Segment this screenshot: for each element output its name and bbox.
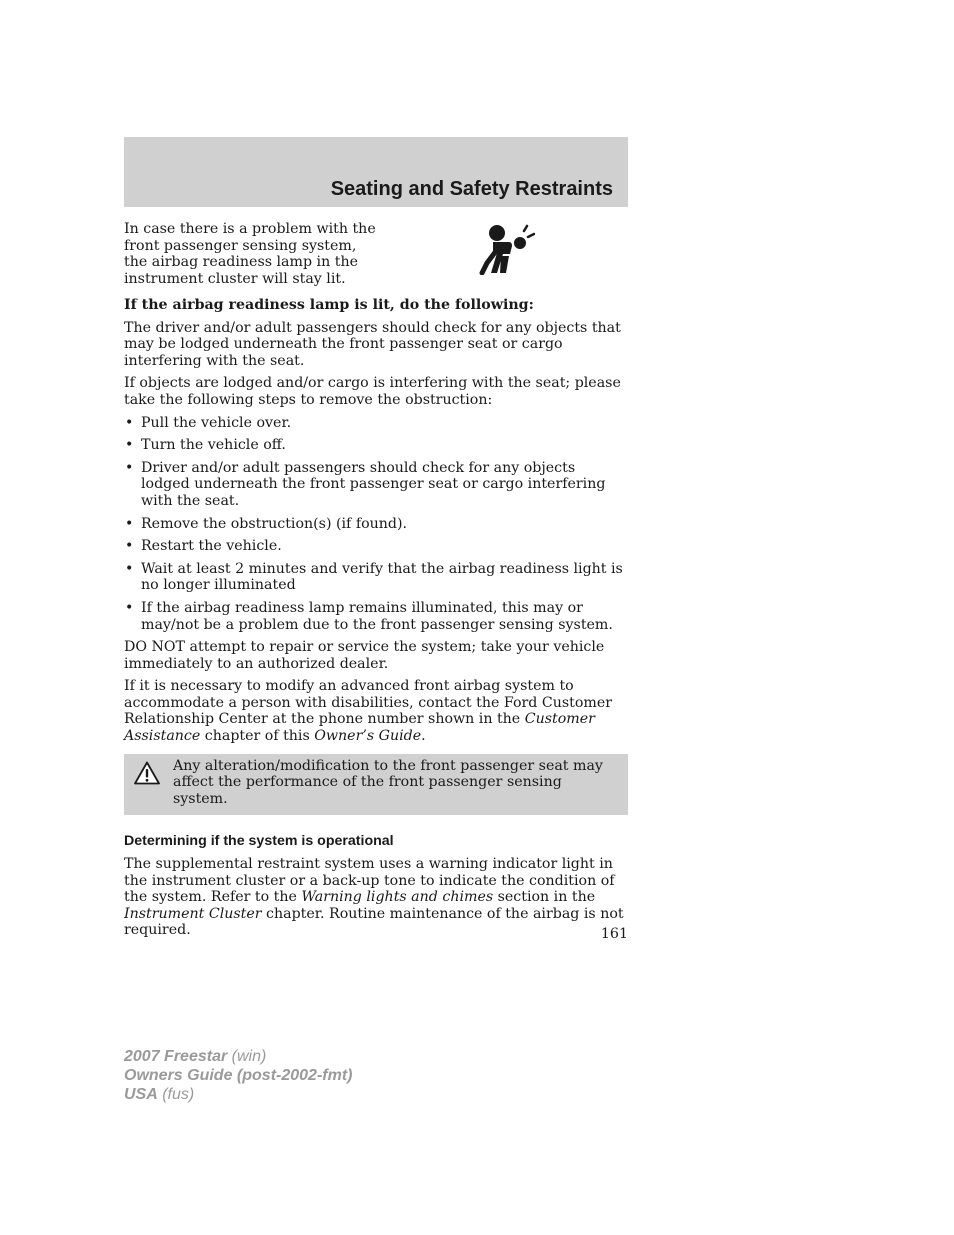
list-item: • Pull the vehicle over.	[125, 414, 292, 431]
bullet: •	[125, 560, 134, 577]
instruction-heading: If the airbag readiness lamp is lit, do the following:	[124, 297, 534, 313]
bullet: •	[125, 515, 134, 532]
list-item: • Driver and/or adult passengers should check for any objects lodged underneath the front passenger seat or cargo interfering with the seat.	[125, 459, 606, 509]
bullet: •	[125, 599, 134, 616]
steps-list	[124, 415, 628, 634]
list-item: • If the airbag readiness lamp remains illuminated, this may or may/not be a problem due to the front passenger sensing system.	[125, 599, 613, 633]
paragraph: The driver and/or adult passengers should check for any objects that may be lodged underneath the front passenger seat or cargo interfering with the seat.	[124, 319, 621, 369]
list-item: • Turn the vehicle off.	[125, 437, 286, 454]
page-number: 161	[600, 926, 628, 942]
paragraph: DO NOT attempt to repair or service the system; take your vehicle immediately to an authorized dealer.	[124, 639, 605, 672]
section-heading: Determining if the system is operational	[124, 833, 394, 850]
paragraph: If it is necessary to modify an advanced front airbag system to accommodate a person with disabilities, contact the Ford Customer Relationship Center at the phone number shown in the Customer Assistance chapter of this Owner’s Guide.	[124, 678, 613, 745]
warning-triangle-icon	[134, 761, 160, 785]
list-item: • Restart the vehicle.	[125, 538, 282, 555]
footer-line-3: USA (fus)	[124, 1086, 195, 1103]
warning-text: Any alteration/modification to the front passenger seat may affect the performance of the front passenger sensing system.	[173, 757, 603, 807]
bullet: •	[125, 538, 134, 555]
bullet: •	[125, 459, 134, 476]
list-item: • Wait at least 2 minutes and verify that the airbag readiness light is no longer illuminated	[125, 560, 623, 594]
intro-section	[124, 221, 628, 290]
paragraph: If objects are lodged and/or cargo is interfering with the seat; please take the following steps to remove the obstruction:	[124, 375, 621, 408]
footer-line-2: Owners Guide (post-2002-fmt)	[124, 1067, 353, 1084]
document-footer	[124, 1047, 352, 1104]
page-title: Seating and Safety Restraints	[330, 178, 613, 200]
paragraph: The supplemental restraint system uses a warning indicator light in the instrument cluster or a back-up tone to indicate the condition of the system. Refer to the Warning lights and chimes section in the Instrument Cluster chapter. Routine maintenance of the airbag is not required.	[124, 856, 624, 939]
list-item: • Remove the obstruction(s) (if found).	[125, 515, 408, 532]
header-band	[124, 137, 628, 207]
warning-box	[124, 754, 628, 816]
intro-text: In case there is a problem with the front passenger sensing system, the airbag readiness lamp in the instrument cluster will stay lit.	[124, 221, 376, 287]
main-content	[124, 221, 628, 945]
airbag-indicator-icon	[479, 223, 535, 275]
bullet: •	[125, 414, 134, 431]
footer-line-1: 2007 Freestar (win)	[124, 1048, 267, 1065]
bullet: •	[125, 437, 134, 454]
